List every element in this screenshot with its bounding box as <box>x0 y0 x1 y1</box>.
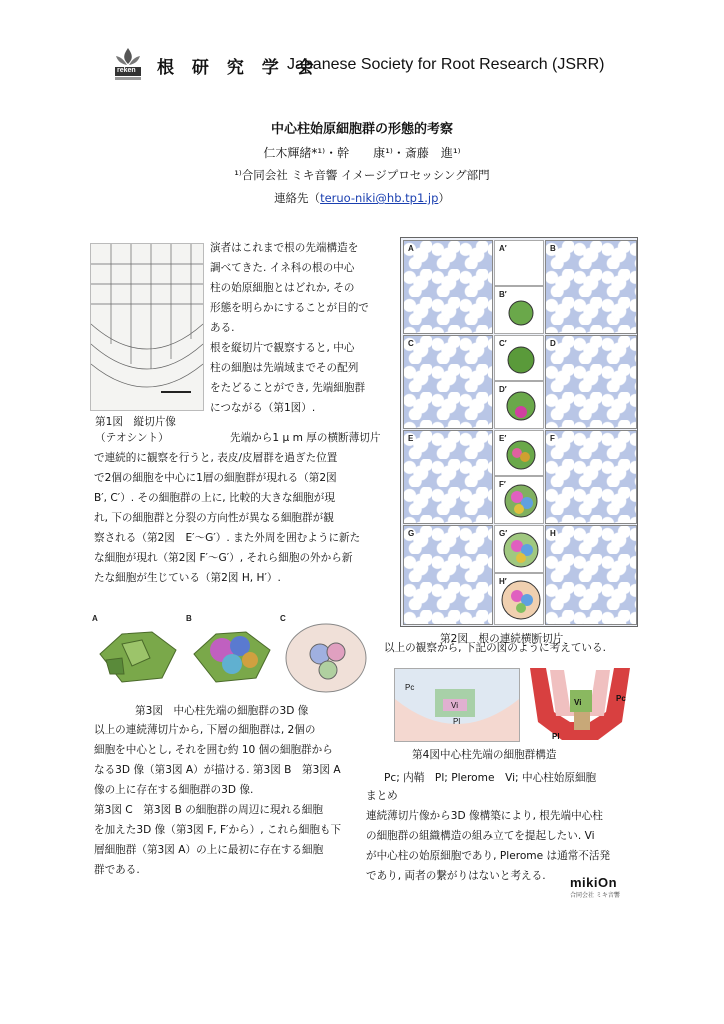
fig1-section-drawing <box>91 244 203 410</box>
fig2-panel-g-prime <box>494 525 544 573</box>
fig3-caption: 第3図 中心柱先端の細胞群の3D 像 <box>135 705 309 717</box>
text-line: 連続薄切片像から3D 像構築により, 根先端中心柱 <box>366 810 603 822</box>
panel-label: D <box>550 339 556 348</box>
fig3-a-render <box>92 614 182 694</box>
fig4-legend: Pc; 内鞘 Pl; Plerome Vi; 中心柱始原細胞 <box>384 772 597 784</box>
panel-label: F′ <box>499 480 506 489</box>
summary-heading: まとめ <box>366 790 398 802</box>
fig4-label-pc: Pc <box>405 683 415 692</box>
paper-title: 中心柱始原細胞群の形態的考察 <box>270 122 453 137</box>
text-line: 第3図 C 第3図 B の細胞群の周辺に現れる細胞 <box>94 804 323 816</box>
fig4-caption: 第4図中心柱先端の細胞群構造 <box>412 749 557 761</box>
text-line: 柱の細胞は先端域までその配列 <box>210 362 359 374</box>
fig3-b-render <box>186 614 276 694</box>
paper-authors: 仁木輝緒*¹⁾・幹 康¹⁾・斎藤 進¹⁾ <box>263 146 461 160</box>
text-line: であり, 両者の繋がりはないと考える. <box>366 870 546 882</box>
society-name-jp: 根 研 究 学 会 <box>157 58 320 78</box>
fig3-panel-b <box>186 614 276 694</box>
fig3-label-c: C <box>280 614 286 623</box>
panel-label: G <box>408 529 415 538</box>
fig3-label-b: B <box>186 614 192 623</box>
panel-label: H <box>550 529 556 538</box>
summary-paragraph <box>366 806 642 886</box>
paragraph-observation <box>94 448 384 588</box>
fig4-label-vi: Vi <box>451 701 458 710</box>
text-line: 細胞を中心とし, それを囲む約 10 個の細胞群から <box>94 744 333 756</box>
fig3-label-a: A <box>92 614 98 623</box>
fig2-panel-a-prime <box>494 240 544 286</box>
panel-label: E′ <box>499 434 507 443</box>
mikion-logo-sub: 合同会社 ミキ音響 <box>570 892 620 899</box>
paragraph-intro <box>210 238 380 418</box>
contact-email-link[interactable]: teruo-niki@hb.tp1.jp <box>320 191 439 205</box>
fig2-panel-c <box>403 335 493 429</box>
fig2-panel-e <box>403 430 493 524</box>
panel-label: B <box>550 244 556 253</box>
text-line: 以上の連続薄切片から, 下層の細胞群は, 2個の <box>94 724 316 736</box>
text-line: な細胞が現れ（第2図 F′〜G′）, それら細胞の外から新 <box>94 552 353 564</box>
text-line: 察される（第2図 E′〜G′）. また外周を囲むように新た <box>94 532 361 544</box>
fig1-caption: 第1図 縦切片像 <box>95 416 176 428</box>
text-line: で2個の細胞を中心に1層の細胞群が現れる（第2図 <box>94 472 337 484</box>
contact-prefix: 連絡先（ <box>274 191 321 205</box>
fig2-panel-f-prime <box>494 476 544 524</box>
text-line: をたどることができ, 先端細胞群 <box>210 382 366 394</box>
text-line: 調べてきた. イネ科の根の中心 <box>210 262 355 274</box>
text-line: れ, 下の細胞群と分裂の方向性が異なる細胞群が観 <box>94 512 334 524</box>
fig2-panel-b <box>545 240 637 334</box>
fig1-image <box>90 243 204 411</box>
fig3-panel-c <box>280 614 370 694</box>
fig2-panel-e-prime <box>494 430 544 476</box>
panel-label: C′ <box>499 339 507 348</box>
contact-suffix: ） <box>438 191 450 205</box>
text-line: で連続的に観察を行うと, 表皮/皮層群を過ぎた位置 <box>94 452 338 464</box>
text-line: の細胞群の組織構造の組み立てを提起したい. Vi <box>366 830 595 842</box>
fig2-panel-d-prime <box>494 381 544 429</box>
text-line: を加えた3D 像（第3図 F, F′から）, これら細胞も下 <box>94 824 342 836</box>
text-line: 根を縦切片で観察すると, 中心 <box>210 342 355 354</box>
text-line: が中心柱の始原細胞であり, Plerome は通常不活発 <box>366 850 611 862</box>
mikion-logo <box>570 875 640 901</box>
text-line: 形態を明らかにすることが目的で <box>210 302 369 314</box>
panel-label: A <box>408 244 414 253</box>
fig2-panel-h <box>545 525 637 625</box>
fig3-c-render <box>280 614 370 694</box>
fig3-panel-a <box>92 614 182 694</box>
fig4-right-label-pc: Pc <box>616 694 626 703</box>
fig4-right-label-pl: Pl <box>552 732 560 741</box>
text-line: 柱の始原細胞とはどれか, その <box>210 282 355 294</box>
paper-affiliation: ¹⁾合同会社 ミキ音響 イメージプロセッシング部門 <box>234 168 490 182</box>
panel-label: A′ <box>499 244 507 253</box>
fig2-panel-a <box>403 240 493 334</box>
fig2-panel-h-prime <box>494 573 544 625</box>
panel-label: D′ <box>499 385 507 394</box>
text-line: 像の上に存在する細胞群の3D 像. <box>94 784 254 796</box>
panel-label: B′ <box>499 290 507 299</box>
logo-text: reken <box>117 67 136 74</box>
leaf-icon <box>112 46 144 82</box>
society-name-en: Japanese Society for Root Research (JSRR) <box>287 56 605 73</box>
fig2-caption: 第2図 根の連続横断切片 <box>440 633 564 645</box>
contact-line <box>0 190 724 206</box>
text-line: ある. <box>210 322 235 334</box>
text-line: なる3D 像（第3図 A）が描ける. 第3図 B 第3図 A <box>94 764 341 776</box>
text-line: 層細胞群（第3図 A）の上に最初に存在する細胞 <box>94 844 324 856</box>
paragraph-3d <box>94 720 384 880</box>
fig4-left <box>394 668 520 742</box>
fig4-label-pl: Pl <box>453 717 461 726</box>
text-line: B′, C′）. その細胞群の上に, 比較的大きな細胞が現 <box>94 492 335 504</box>
fig2-panel-d <box>545 335 637 429</box>
mikion-logo-name: mikiOn <box>570 875 618 890</box>
paragraph-observation-first: 先端から1 μ m 厚の横断薄切片 <box>230 432 381 444</box>
text-line: たな細胞が生じている（第2図 H, H′）. <box>94 572 281 584</box>
fig2-panel-b-prime <box>494 286 544 334</box>
fig4-right <box>524 660 636 746</box>
fig2-panel-c-prime <box>494 335 544 381</box>
society-logo <box>112 46 144 82</box>
fig4-right-label-vi: Vi <box>574 698 582 707</box>
panel-label: G′ <box>499 529 508 538</box>
fig2-panel-f <box>545 430 637 524</box>
fig2-grid <box>400 237 638 627</box>
panel-label: C <box>408 339 414 348</box>
panel-label: H′ <box>499 577 507 586</box>
text-line: 群である. <box>94 864 140 876</box>
fig1-caption-2: （テオシント） <box>95 432 169 444</box>
fig2-panel-g <box>403 525 493 625</box>
text-line: 演者はこれまで根の先端構造を <box>210 242 359 254</box>
text-line: につながる（第1図）. <box>210 402 316 414</box>
panel-label: E <box>408 434 414 443</box>
paragraph-conclusion-intro: 以上の観察から, 下記の図のように考えている. <box>384 642 606 654</box>
panel-label: F <box>550 434 555 443</box>
